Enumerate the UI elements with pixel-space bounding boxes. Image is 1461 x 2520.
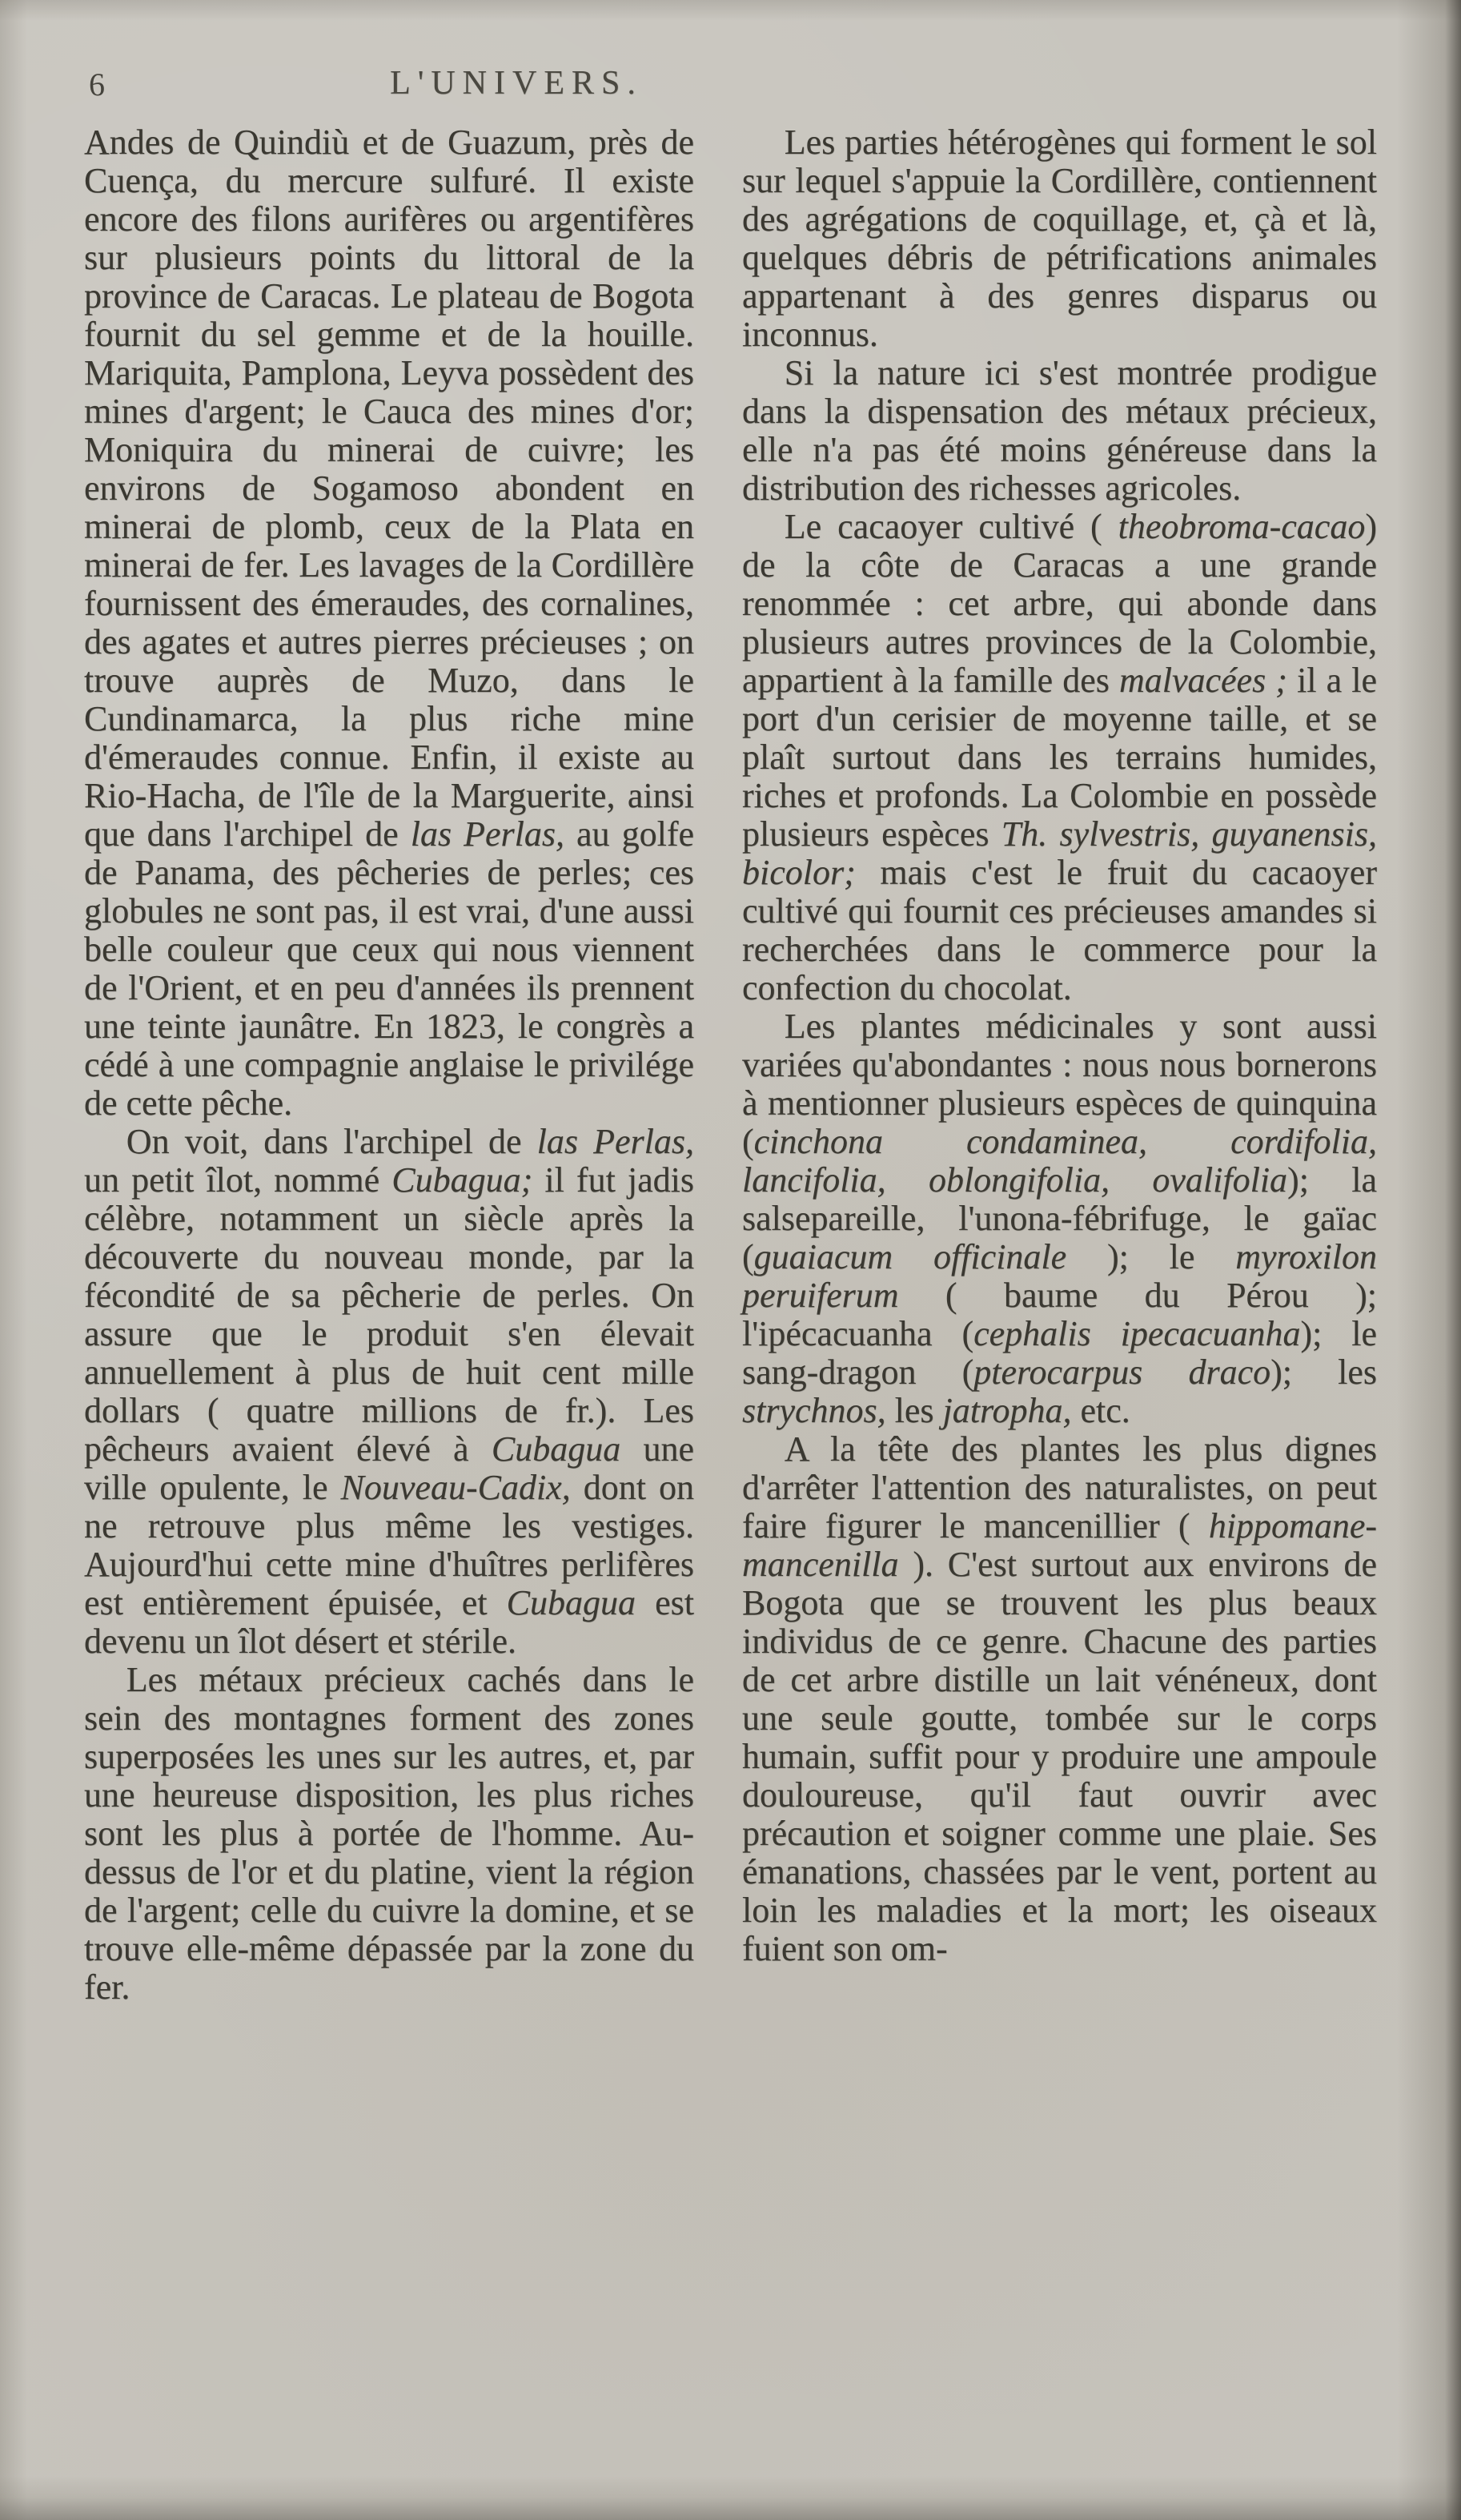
left-column: [84, 123, 694, 2007]
italic-text: hippomane-mancenilla: [742, 1506, 1377, 1584]
text-run: On voit, dans l'archipel de: [126, 1122, 537, 1161]
page-content: [84, 62, 1377, 2007]
italic-text: malvacées ;: [1118, 661, 1287, 700]
italic-text: las Perlas,: [536, 1122, 695, 1161]
text-run: ( baume du Pérou ); l'ipécacuanha (: [742, 1276, 1377, 1353]
text-run: Andes de Quindiù et de Guazum, près de Cuença, du mercure sulfuré. Il existe encore des filons aurifères ou argentifères sur plusieurs points du littoral de la province de Caracas. Le plateau de Bogota fournit du sel gemme et de la houille. Mariquita, Pamplona, Leyva possèdent des mines d'argent; le Cauca des mines d'or; Moniquira du minerai de cuivre; les environs de Sogamoso abondent en minerai de plomb, ceux de la Plata en minerai de fer. Les lavages de la Cordillère fournissent des émeraudes, des cornalines, des agates et autres pierres précieuses ; on trouve auprès de Muzo, dans le Cundinamarca, la plus riche mine d'émeraudes connue. Enfin, il existe au Rio-Hacha, de l'île de la Marguerite, ainsi que dans l'archipel de: [84, 123, 694, 854]
text-run: dont on ne retrouve plus même les vestiges. Aujourd'hui cette mine d'huîtres perlifères est entièrement épuisée, et: [84, 1468, 694, 1622]
text-run: Si la nature ici s'est montrée prodigue dans la dispensation des métaux précieux, elle n'a pas été moins généreuse dans la distribution des richesses agricoles.: [742, 353, 1377, 508]
text-run: Les métaux précieux cachés dans le sein des montagnes forment des zones superposées les unes sur les autres, et, par une heureuse disposition, les plus riches sont les plus à portée de l'homme. Au-dessus de l'or et du platine, vient la région de l'argent; celle du cuivre la domine, et se trouve elle-même dépassée par la zone du fer.: [84, 1660, 694, 2007]
text-run: un petit îlot, nommé: [84, 1160, 392, 1200]
text-run: Le cacaoyer cultivé (: [784, 507, 1118, 546]
text-run: Les parties hétérogènes qui forment le sol sur lequel s'appuie la Cordillère, contiennent des agrégations de coquillage, et, çà et là, quelques débris de pétrifications animales appartenant à des genres disparus ou inconnus.: [742, 123, 1377, 354]
text-run: ); la salsepareille, l'unona-fébrifuge, le gaïac (: [742, 1160, 1377, 1276]
text-run: mais c'est le fruit du cacaoyer cultivé qui fournit ces précieuses amandes si recherchées dans le commerce pour la confection du chocolat.: [742, 853, 1377, 1007]
paragraph: [84, 123, 694, 1123]
paragraph: [84, 1123, 694, 1661]
text-run: il a le port d'un cerisier de moyenne taille, et se plaît surtout dans les terrains humides, riches et profonds. La Colombie en possède plusieurs espèces: [742, 661, 1377, 854]
text-run: etc.: [1071, 1391, 1130, 1430]
paragraph: [742, 1007, 1377, 1430]
italic-text: guaiacum officinale: [753, 1237, 1067, 1276]
text-run: au golfe de Panama, des pêcheries de perles; ces globules ne sont pas, il est vrai, d'une aussi belle couleur que ceux qui nous viennent de l'Orient, et en peu d'années ils prennent une teinte jaunâtre. En 1823, le congrès a cédé à une compagnie anglaise le privilége de cette pêche.: [84, 814, 694, 1123]
text-run: ); le: [1066, 1237, 1236, 1276]
italic-text: strychnos,: [742, 1391, 886, 1430]
text-run: ); les: [1270, 1352, 1377, 1392]
text-run: ). C'est surtout aux environs de Bogota que se trouvent les plus beaux individus de ce genre. Chacune des parties de cet arbre distille un lait vénéneux, dont une seule goutte, tombée sur le corps humain, suffit pour y produire une ampoule douloureuse, qu'il faut ouvrir avec précaution et soigner comme une plaie. Ses émanations, chassées par le vent, portent au loin les maladies et la mort; les oiseaux fuient son om-: [742, 1545, 1377, 1968]
text-run: ) de la côte de Caracas a une grande renommée : cet arbre, qui abonde dans plusieurs autres provinces de la Colombie, appartient à la famille des: [742, 507, 1377, 700]
text-run: une ville opulente, le: [84, 1429, 695, 1507]
italic-text: myroxilon peruiferum: [742, 1237, 1377, 1315]
text-run: A la tête des plantes les plus dignes d'arrêter l'attention des naturalistes, on peut faire figurer le mancenillier (: [742, 1429, 1377, 1545]
italic-text: las Perlas,: [410, 814, 564, 854]
text-run: il fut jadis célèbre, notamment un siècle après la découverte du nouveau monde, par la fécondité de sa pêcherie de perles. On assure que le produit s'en élevait annuellement à plus de huit cent mille dollars ( quatre millions de fr.). Les pêcheurs avaient élevé à: [84, 1160, 694, 1469]
page-header: [84, 62, 1377, 112]
right-column: [742, 123, 1377, 2007]
italic-text: Nouveau-Cadix,: [340, 1468, 571, 1507]
text-run: est devenu un îlot désert et stérile.: [84, 1583, 694, 1661]
text-columns: [84, 123, 1377, 2007]
running-title: L'UNIVERS.: [390, 65, 643, 102]
italic-text: cinchona condaminea, cordifolia, lancifolia, oblongifolia, ovalifolia: [742, 1122, 1377, 1200]
italic-text: theobroma-cacao: [1118, 507, 1366, 546]
italic-text: Cubagua;: [391, 1160, 533, 1200]
page-number: 6: [89, 66, 106, 102]
paragraph: [742, 123, 1377, 354]
paragraph: [742, 354, 1377, 508]
italic-text: Th. sylvestris, guyanensis, bicolor;: [742, 814, 1377, 892]
italic-text: jatropha,: [942, 1391, 1072, 1430]
paragraph: [742, 1430, 1377, 1968]
italic-text: cephalis ipecacuanha: [973, 1314, 1301, 1353]
text-run: Les plantes médicinales y sont aussi variées qu'abondantes : nous nous bornerons à mentionner plusieurs espèces de quinquina (: [742, 1007, 1377, 1161]
italic-text: Cubagua: [506, 1583, 636, 1622]
italic-text: pterocarpus draco: [973, 1352, 1271, 1392]
paragraph: [742, 508, 1377, 1007]
italic-text: Cubagua: [491, 1429, 621, 1469]
text-run: ); le sang-dragon (: [742, 1314, 1377, 1392]
paragraph: [84, 1661, 694, 2007]
text-run: les: [885, 1391, 943, 1430]
